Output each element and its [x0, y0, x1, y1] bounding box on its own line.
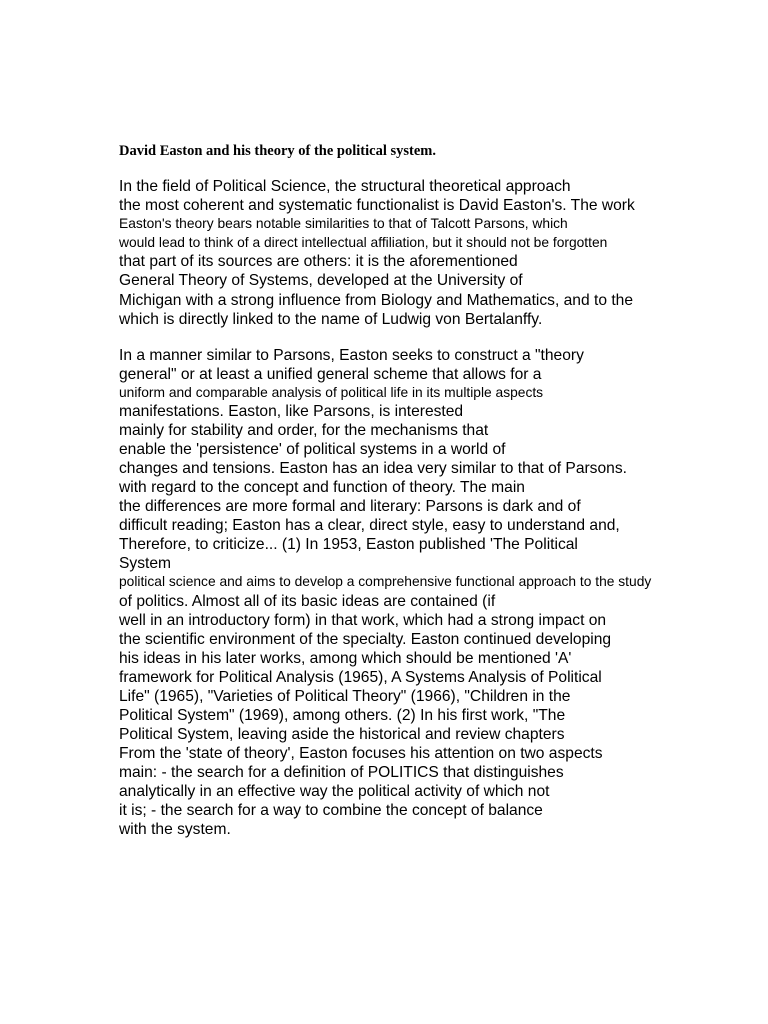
paragraph-2-line: political science and aims to develop a comprehensive functional approach to the study — [119, 574, 652, 589]
paragraph-2-line: changes and tensions. Easton has an idea very similar to that of Parsons. — [119, 460, 627, 477]
paragraph-2-line: analytically in an effective way the political activity of which not — [119, 783, 550, 800]
paragraph-2-line: From the 'state of theory', Easton focuses his attention on two aspects — [119, 745, 603, 762]
paragraph-1-line: would lead to think of a direct intellectual affiliation, but it should not be forgotten — [119, 235, 608, 250]
paragraph-2-line: general" or at least a unified general scheme that allows for a — [119, 366, 542, 383]
paragraph-2-line: enable the 'persistence' of political systems in a world of — [119, 441, 506, 458]
paragraph-1-line: Michigan with a strong influence from Biology and Mathematics, and to the — [119, 292, 633, 309]
paragraph-1-line: the most coherent and systematic functionalist is David Easton's. The work — [119, 197, 635, 214]
paragraph-2-line: manifestations. Easton, like Parsons, is interested — [119, 403, 464, 420]
paragraph-2-line: the scientific environment of the specialty. Easton continued developing — [119, 631, 612, 648]
paragraph-2-line: with regard to the concept and function of theory. The main — [119, 479, 525, 496]
paragraph-2-line: Life" (1965), "Varieties of Political Theory" (1966), "Children in the — [119, 688, 571, 705]
paragraph-2-line: of politics. Almost all of its basic ideas are contained (if — [119, 593, 496, 610]
paragraph-2-line: main: - the search for a definition of POLITICS that distinguishes — [119, 764, 564, 781]
paragraph-1-line: General Theory of Systems, developed at the University of — [119, 272, 523, 289]
paragraph-1-line: Easton's theory bears notable similarities to that of Talcott Parsons, which — [119, 216, 568, 231]
paragraph-2-line: difficult reading; Easton has a clear, direct style, easy to understand and, — [119, 517, 620, 534]
paragraph-2-line: Political System" (1969), among others. (2) In his first work, "The — [119, 707, 566, 724]
paragraph-2-line: System — [119, 555, 171, 572]
paragraph-2-line: In a manner similar to Parsons, Easton seeks to construct a "theory — [119, 347, 584, 364]
paragraph-2-line: his ideas in his later works, among which should be mentioned 'A' — [119, 650, 572, 667]
paragraph-2-line: Therefore, to criticize... (1) In 1953, Easton published 'The Political — [119, 536, 578, 553]
paragraph-2-line: well in an introductory form) in that work, which had a strong impact on — [119, 612, 607, 629]
document-title: David Easton and his theory of the political system. — [119, 143, 437, 159]
paragraph-1-line: which is directly linked to the name of Ludwig von Bertalanffy. — [119, 311, 543, 328]
paragraph-1-line: In the field of Political Science, the structural theoretical approach — [119, 178, 571, 195]
paragraph-2-line: the differences are more formal and literary: Parsons is dark and of — [119, 498, 581, 515]
paragraph-2-line: Political System, leaving aside the historical and review chapters — [119, 726, 565, 743]
paragraph-2-line: framework for Political Analysis (1965), A Systems Analysis of Political — [119, 669, 602, 686]
paragraph-2-line: with the system. — [119, 821, 231, 838]
paragraph-2-line: it is; - the search for a way to combine the concept of balance — [119, 802, 543, 819]
paragraph-2-line: mainly for stability and order, for the mechanisms that — [119, 422, 489, 439]
paragraph-1-line: that part of its sources are others: it is the aforementioned — [119, 253, 518, 270]
paragraph-2-line: uniform and comparable analysis of political life in its multiple aspects — [119, 385, 544, 400]
